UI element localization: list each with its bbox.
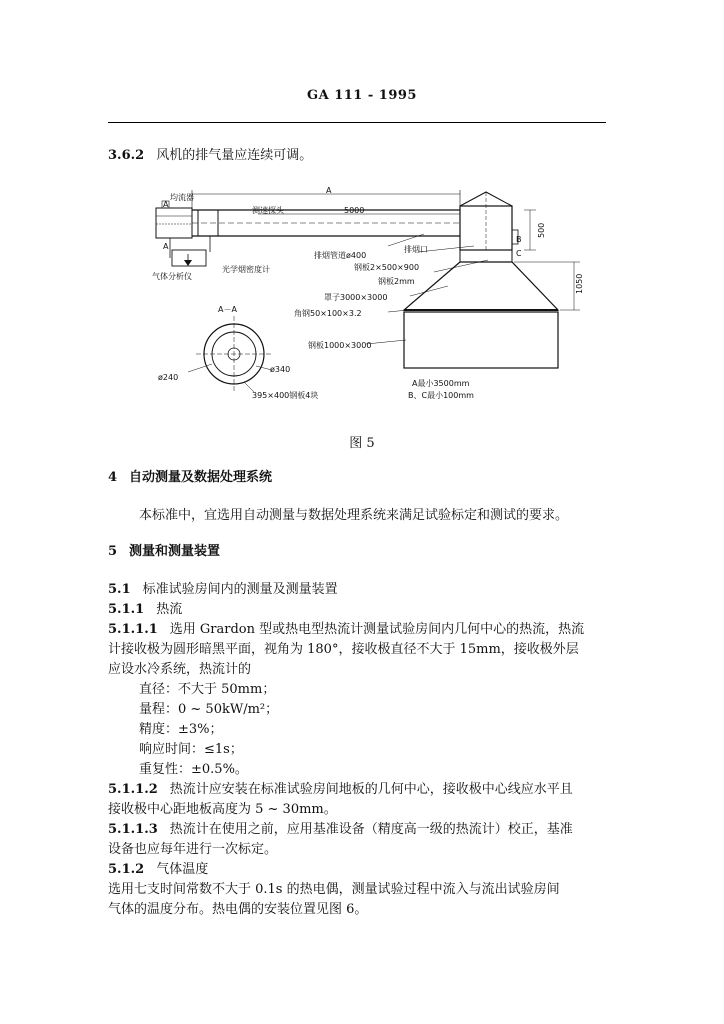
clause-number: 5.1.1.3 [108,822,158,837]
clause-3-6-2 [108,146,312,166]
clause-text: 热流计应安装在标准试验房间地板的几何中心，接收极中心线应水平且 [169,782,573,797]
label-note2: B、C最小100mm [408,391,474,400]
spec-accuracy: 精度：±3%； [139,722,223,737]
clause-text: 选用 Grardon 型或热电型热流计测量试验房间内几何中心的热流，热流 [169,622,585,637]
clause-text: 热流 [156,602,183,617]
label-a-bottom: A [163,242,169,251]
clause-text: 标准试验房间内的测量及测量装置 [142,582,338,597]
spec-response-time: 响应时间：≤1s； [139,742,243,757]
section-title: 测量和测量装置 [129,544,221,559]
label-steel-plate-900: 钢板2×500×900 [354,263,420,272]
homogenizer-shape [156,208,192,238]
label-steel-plate-2mm: 钢板2mm [378,277,415,286]
label-plate-395: 395×400钢板4块 [252,391,319,400]
label-note1: A最小3500mm [412,379,470,388]
clause-5-1-2-para-line1: 选用七支时间常数不大于 0.1s 的热电偶，测量试验过程中流入与流出试验房间 [108,882,560,897]
clause-5-1 [108,580,338,600]
label-probe: 测速探头 [252,206,284,215]
label-homogenizer: 均流器 [170,193,194,202]
clause-5-1-1-1-line1 [108,620,584,640]
clause-text: 风机的排气量应连续可调。 [156,148,313,163]
label-optical-density: 光学烟密度计 [222,265,270,274]
clause-5-1-2-para-line2: 气体的温度分布。热电偶的安装位置见图 6。 [108,902,368,917]
exhaust-hood-drawing [148,186,588,406]
figure-5-diagram [148,186,588,410]
spec-range: 量程：0 ~ 50kW/m²； [139,702,279,717]
clause-5-1-1-1-line2: 计接收极为圆形暗黑平面，视角为 180°，接收极直径不大于 15mm，接收极外层 [108,642,579,657]
label-dim-1050: 1050 [575,273,584,294]
clause-5-1-1-2-line2: 接收极中心距地板高度为 5 ~ 30mm。 [108,802,337,817]
label-dim-500: 500 [537,222,546,238]
label-5000: 5000 [344,206,365,215]
label-section-aa: A－A [218,305,237,314]
section-4-paragraph: 本标准中，宜选用自动测量与数据处理系统来满足试验标定和测试的要求。 [139,508,569,523]
hood-shape [404,262,558,310]
clause-number: 3.6.2 [108,148,145,163]
label-a-top: A [163,200,169,209]
clause-number: 5.1 [108,582,131,597]
section-title: 自动测量及数据处理系统 [129,470,273,485]
clause-5-1-1-2-line1 [108,780,573,800]
label-d340: ø340 [270,365,291,374]
section-number: 5 [108,544,118,559]
page-header: GA 111 - 1995 [307,88,417,103]
spec-repeatability: 重复性：±0.5%。 [139,762,248,777]
clause-text: 气体温度 [156,862,209,877]
clause-number: 5.1.2 [108,862,145,877]
spec-diameter: 直径：不大于 50mm； [139,682,276,697]
label-steel-plate-1000: 钢板1000×3000 [308,341,372,350]
label-exhaust-pipe: 排烟管道ø400 [314,251,367,260]
label-dim-c: C [516,249,522,258]
clause-5-1-1 [108,600,182,620]
label-dim-a: A [326,186,332,195]
clause-5-1-1-1-line3: 应设水冷系统，热流计的 [108,662,252,677]
label-hood: 罩子3000×3000 [324,293,388,302]
label-dim-b: B [516,235,522,244]
clause-5-1-2 [108,860,208,880]
steel-plate-box [404,312,558,368]
figure-caption: 图 5 [349,436,375,451]
section-4-heading [108,468,272,488]
label-d240: ø240 [158,373,179,382]
clause-number: 5.1.1 [108,602,145,617]
section-5-heading [108,542,220,562]
clause-5-1-1-3-line2: 设备也应每年进行一次标定。 [108,842,278,857]
label-angle-steel: 角钢50×100×3.2 [294,309,362,318]
label-gas-analyzer: 气体分析仪 [152,272,192,281]
label-exhaust-port: 排烟口 [404,245,428,254]
clause-number: 5.1.1.2 [108,782,158,797]
clause-5-1-1-3-line1 [108,820,573,840]
section-number: 4 [108,470,118,485]
clause-text: 热流计在使用之前，应用基准设备（精度高一级的热流计）校正，基准 [169,822,573,837]
clause-number: 5.1.1.1 [108,622,158,637]
header-rule [108,122,606,123]
